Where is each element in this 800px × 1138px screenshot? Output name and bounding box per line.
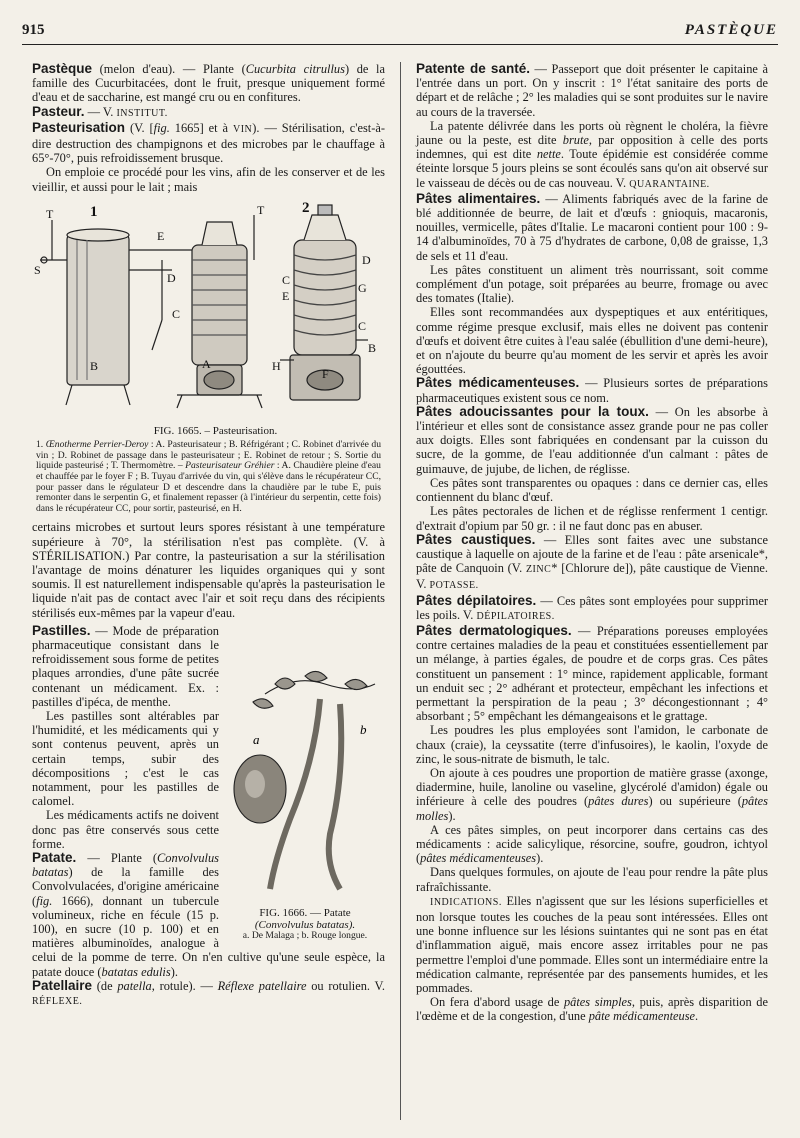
svg-text:G: G	[358, 280, 367, 295]
entry-patente-de-sante: Patente de santé. — Passeport que doit présenter le capitaine à l'entrée dans un port. On y inscrit : 1° l'état sanitaire des ports de départ et de relâche ; 2° les maladies qui se sont produites sur le navire au cours de la traversée.	[416, 61, 768, 119]
entry-pates-dermatologiques: Pâtes dermatologiques. — Préparations poreuses employées contre certaines maladies de la peau et constituées essentiellement par un mélange, à parties égales, de poudre et de corps gras. Ces pâtes constituent un pansement : 1° mince, rapidement applicable, formant un enduit sec ; 2° adhérant et protecteur, empêchant les infections et permettant la perspiration de la peau ; 3° décongestionnant ; 4° absorbant ; 5° empêchant les démangeaisons et le grattage.	[416, 622, 768, 724]
paragraph: On emploie ce procédé pour les vins, afin de les conserver et de les vieillir, et aussi pour le lait ; mais	[32, 165, 385, 194]
headword: Pâtes adoucissantes pour la toux.	[416, 403, 649, 419]
figure-1665-legend: 1. Œnotherme Perrier-Deroy : A. Pasteurisateur ; B. Réfrigérant ; C. Robinet d'arrivée du vin ; D. Robinet de passage dans le pasteurisateur ; E. Robinet de retour ; S. Sortie du liquide pasteurisé ; T. Thermomètre. – Pasteurisateur Gréhier : A. Chaudière pleine d'eau et chauffée par le foyer F ; B. Tuyau d'arrivée du vin, qui s'élève dans le récupérateur CC, pour passer dans le régulateur D et descendre dans la chaudière par le tube E, puis remonter dans le serpentin G, et finalement repasser (à l'intérieur du serpentin, cette fois) dans le récupérateur CC, pour sortir, pasteurisé, en H.	[36, 439, 381, 514]
svg-text:D: D	[362, 252, 371, 267]
paragraph: Elles sont recommandées aux dyspeptiques et aux entéritiques, comme régime presque exclusif, mais elles ne doivent pas contenir d'œufs et doivent être cuites à l'eau salée (ébullition d'une demi-heure), et on n'ajoute du beurre qu'au moment de les servir et après les avoir égouttées.	[416, 305, 768, 377]
cross-reference: INSTITUT.	[116, 107, 168, 119]
headword: Pasteur.	[32, 103, 85, 119]
svg-text:C: C	[172, 306, 181, 321]
paragraph: Ces pâtes sont transparentes ou opaques : dans ce dernier cas, elles contiennent du blanc d'œuf.	[416, 475, 768, 505]
paragraph: La patente délivrée dans les ports où règnent le choléra, la fièvre jaune ou la peste, est dite brute, par opposition à celle des ports indemnes, qui est dite nette. Toute épidémie est considérée comme éteinte lorsque 5 jours pleins se sont écoulés sans qu'on ait observé sur le vaisseau de décès ou de cas nouveau. V. QUARANTAINE.	[416, 118, 768, 190]
headword: Pastilles.	[32, 622, 91, 638]
figure-1666	[225, 664, 385, 942]
paragraph: Les pâtes constituent un aliment très nourrissant, soit comme complément d'un potage, soit préparées au beurre, fromage ou avec des tomates (Italie).	[416, 262, 768, 306]
figure-1666-illustration	[225, 664, 385, 904]
label-a: a	[253, 731, 260, 747]
headword: Patente de santé.	[416, 61, 530, 76]
svg-text:T: T	[257, 202, 265, 217]
svg-text:B: B	[90, 358, 99, 373]
headword: Pâtes médicamenteuses.	[416, 375, 580, 391]
headword: Pâtes dépilatoires.	[416, 592, 537, 608]
left-column	[32, 62, 385, 1009]
headword: Pâtes alimentaires.	[416, 190, 541, 206]
figure-1665-illustration	[32, 200, 385, 415]
right-column	[416, 62, 768, 1024]
svg-text:B: B	[368, 340, 377, 355]
headword: Pasteurisation	[32, 119, 126, 135]
headword: Pastèque	[32, 61, 93, 76]
figure-1666-caption: FIG. 1666. — Patate (Convolvulus batatas).	[254, 907, 356, 932]
column-rule	[400, 62, 401, 1120]
label-b: b	[360, 721, 367, 737]
paragraph: Les médicaments actifs ne doivent donc pas être conservés sous cette forme.	[32, 808, 219, 851]
figure-1665-caption: FIG. 1665. – Pasteurisation.	[153, 425, 278, 438]
page-header	[22, 22, 778, 45]
paragraph: Les poudres les plus employées sont l'amidon, le carbonate de chaux (craie), la ceyssatite (terre d'infusoires), le kaolin, l'oxyde de zinc, le sous-nitrate de bismuth, le talc.	[416, 723, 768, 766]
running-head: PASTÈQUE	[684, 22, 778, 38]
entry-pates-alimentaires: Pâtes alimentaires. — Aliments fabriqués avec de la farine de blé additionnée de beurre, de lait et d'œufs : gnioquis, macaronis, nouilles, vermicelle, pâtes d'Italie. Le macaroni contient pour 100 : 9-14 d'albuminoïdes, 70 à 75 d'hydrates de carbone, 0,08 de graisse, 1,3 de sels et 11 d'eau.	[416, 190, 768, 263]
entry-pates-depilatoires: Pâtes dépilatoires. — Ces pâtes sont employées pour supprimer les poils. V. DÉPILATOIRES.	[416, 592, 768, 622]
svg-text:E: E	[282, 288, 290, 303]
svg-text:C: C	[358, 318, 367, 333]
headword: Patate.	[32, 850, 77, 866]
svg-text:H: H	[272, 358, 281, 373]
paragraph: A ces pâtes simples, on peut incorporer dans certains cas des médicaments : acide salicylique, résorcine, soufre, goudron, ichtyol (pâtes médicamenteuses).	[416, 822, 768, 866]
paragraph: On fera d'abord usage de pâtes simples, puis, après disparition de l'œdème et de la congestion, d'une pâte médicamenteuse.	[416, 995, 768, 1024]
entry-pates-medicamenteuses: Pâtes médicamenteuses. — Plusieurs sortes de préparations pharmaceutiques existent sous ce nom.	[416, 375, 768, 405]
entry-pasteurisation: Pasteurisation (V. [fig. 1665] et à VIN). — Stérilisation, c'est-à-dire destruction des champignons et des microbes par le chauffage à 65°-70°, puis refroidissement brusque.	[32, 119, 385, 166]
svg-text:D: D	[167, 270, 176, 285]
svg-text:E: E	[157, 228, 165, 243]
headword: Patellaire	[32, 977, 93, 993]
page-number: 915	[22, 22, 45, 38]
paragraph: Dans quelques formules, on ajoute de l'eau pour rendre la pâte plus rafraîchissante.	[416, 865, 768, 894]
paragraph: INDICATIONS. Elles n'agissent que sur les lésions superficielles et non lorsque toutes les couches de la peau sont intéressées. Elles ont une bonne influence sur les lésions suintantes qui ne sont pas en état d'inflammation aiguë, mais encore assez irritables pour ne pas permettre l'emploi d'une pommade. Elles sont un intermédiaire entre la médication calmante, représentée par des pansements humides, et les pommades.	[416, 893, 768, 995]
paragraph: Les pastilles sont altérables par l'humidité, et les médicaments qui y sont contenus peuvent, après un certain temps, subir des décompositions ; c'est le cas notamment, pour les pastilles de calomel.	[32, 709, 219, 809]
headword: Pâtes caustiques.	[416, 531, 536, 547]
entry-pastilles: Pastilles. — Mode de préparation pharmaceutique consistant dans le refroidissement sous forme de petites plaques arrondies, d'une pâte sucrée contenant un médicament. Ex. : pastilles d'ipéca, de menthe.	[32, 622, 219, 709]
entry-pates-adoucissantes: Pâtes adoucissantes pour la toux. — On les absorbe à l'intérieur et elles sont de consistance assez grande pour ne pas coller aux doigts. Elles sont fabriquées en condensant par la cuisson du sucre, de la gomme, de l'eau additionnée d'un calmant : pâtes de guimauve, de jujube, de lichen, de réglisse.	[416, 403, 768, 476]
label-apparatus-1: 1	[90, 203, 98, 220]
svg-text:T: T	[46, 206, 54, 221]
svg-text:F: F	[322, 366, 329, 381]
svg-text:S: S	[34, 262, 41, 277]
paragraph: certains microbes et surtout leurs spores résistant à une température supérieure à 70°, la stérilisation n'est pas complète. (V. à STÉRILISATION.) Par contre, la pasteurisation a sur la stérilisation l'avantage de moins dénaturer les liquides organiques qui y sont soumis. Il est naturellement indispensable qu'après la pasteurisation le liquide n'ait pas de contact avec l'air et soit reçu dans des récipients stérilisés eux-mêmes par la vapeur d'eau.	[32, 520, 385, 620]
svg-text:A: A	[202, 356, 211, 371]
entry-pasteque: Pastèque (melon d'eau). — Plante (Cucurbita citrullus) de la famille des Cucurbitacées, dont le fruit, presque uniquement formé d'eau et de saccharine, est mangé cru ou en confitures.	[32, 61, 386, 105]
paragraph: Les pâtes pectorales de lichen et de réglisse renferment 1 centigr. d'extrait d'opium par 50 gr. : il ne faut donc pas en abuser.	[416, 504, 768, 533]
entry-pates-caustiques: Pâtes caustiques. — Elles sont faites avec une substance caustique à laquelle on ajoute de la farine et de l'eau : pâte arsenicale*, pâte de Canquoin (V. ZINC* [Chlorure de]), pâte caustique de Vienne. V. POTASSE.	[416, 531, 769, 592]
entry-patate: Patate. — Plante (Convolvulus batatas) de la famille des Convolvulacées, d'origine américaine (fig. 1666), donnant un tubercule volumineux, riche en fécule (15 p. 100), en sucre (10 p. 100) et en matières albuminoïdes, analogue à celui de la pomme de terre. On n'en cultive qu'une seule espèce, la patate douce (batatas edulis).	[32, 850, 385, 979]
svg-text:C: C	[282, 272, 291, 287]
figure-1666-subcaption: a. De Malaga ; b. Rouge longue.	[242, 930, 368, 942]
entry-patellaire: Patellaire (de patella, rotule). — Réflexe patellaire ou rotulien. V. RÉFLEXE.	[32, 977, 385, 1008]
paragraph: On ajoute à ces poudres une proportion de matière grasse (axonge, diadermine, huile, lanoline ou vaseline, glycérolé d'amidon) égale ou inférieure à celle des poudres (pâtes dures) ou supérieure (pâtes molles).	[416, 765, 768, 823]
headword: Pâtes dermatologiques.	[416, 622, 572, 638]
label-apparatus-2: 2	[302, 199, 310, 216]
entry-pasteur: Pasteur. — V. INSTITUT.	[32, 103, 168, 119]
